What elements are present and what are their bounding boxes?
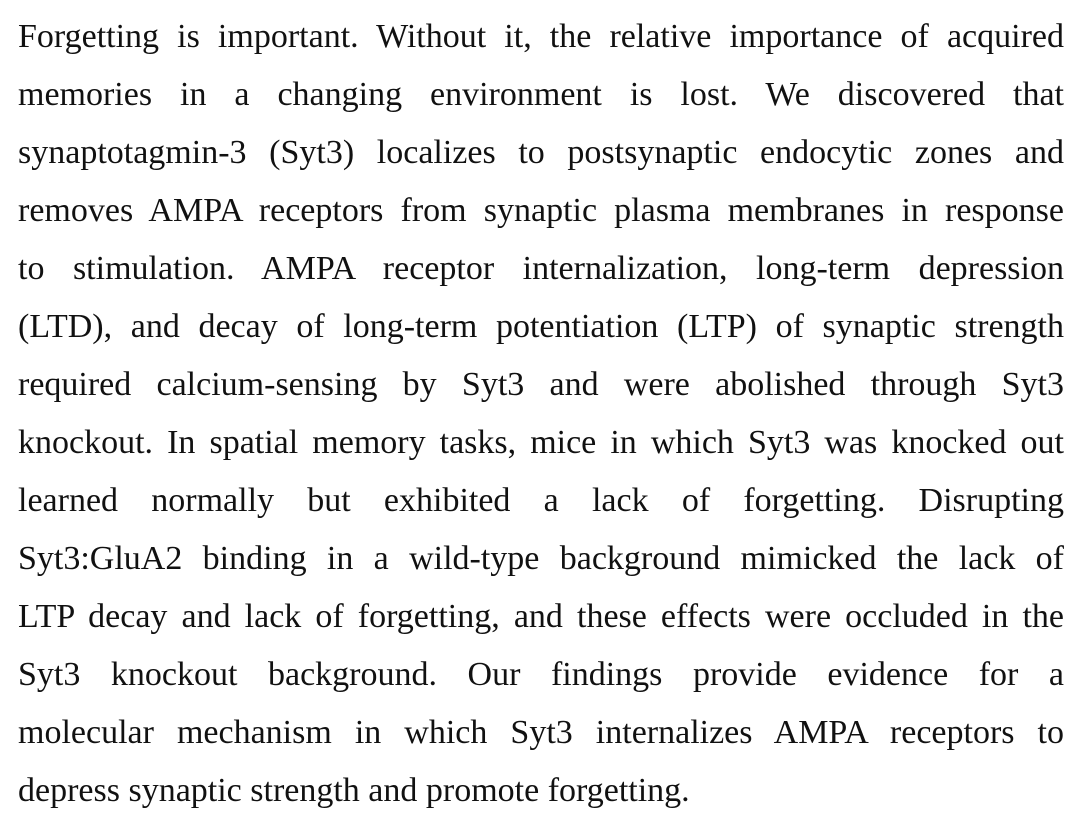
abstract-line-1: Forgetting is important. Without it, the relative importance of acquired (18, 18, 1064, 55)
abstract-line-11: LTP decay and lack of forgetting, and these effects were occluded in the (18, 598, 1064, 635)
abstract-line-6: (LTD), and decay of long-term potentiation (LTP) of synaptic strength (18, 308, 1064, 345)
abstract-line-7: required calcium-sensing by Syt3 and were abolished through Syt3 (18, 366, 1064, 403)
abstract-line-8: knockout. In spatial memory tasks, mice in which Syt3 was knocked out (18, 424, 1064, 461)
abstract-line-4: removes AMPA receptors from synaptic plasma membranes in response (18, 192, 1064, 229)
abstract-line-2: memories in a changing environment is lost. We discovered that (18, 76, 1064, 113)
abstract-line-9: learned normally but exhibited a lack of forgetting. Disrupting (18, 482, 1064, 519)
abstract-line-10: Syt3:GluA2 binding in a wild-type background mimicked the lack of (18, 540, 1064, 577)
abstract-paragraph (18, 14, 1064, 826)
abstract-line-5: to stimulation. AMPA receptor internalization, long-term depression (18, 250, 1064, 287)
abstract-line-12: Syt3 knockout background. Our findings provide evidence for a (18, 656, 1064, 693)
abstract-line-13: molecular mechanism in which Syt3 internalizes AMPA receptors to (18, 714, 1064, 751)
abstract-line-14: depress synaptic strength and promote forgetting. (18, 772, 690, 809)
abstract-line-3: synaptotagmin-3 (Syt3) localizes to postsynaptic endocytic zones and (18, 134, 1064, 171)
